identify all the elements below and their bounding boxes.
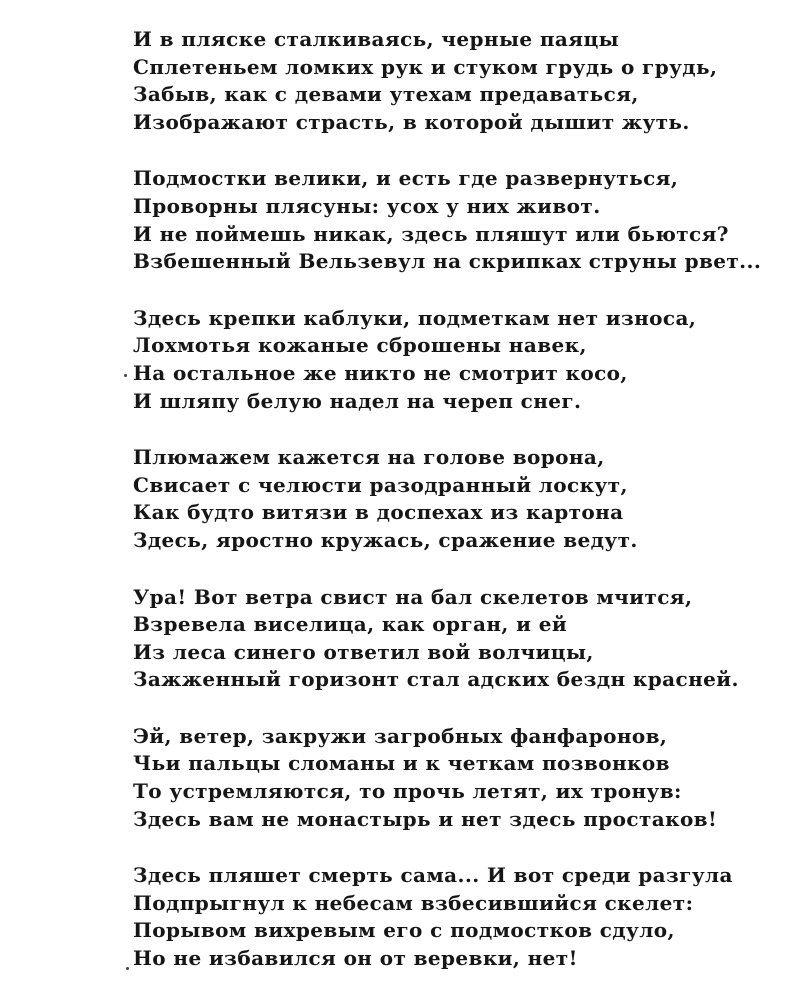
poem-line: Ура! Вот ветра свист на бал скелетов мчится, [133,584,693,609]
poem-line: Из леса синего ответил вой волчицы, [133,639,594,664]
print-speck [124,374,127,377]
stanza-3 [133,305,733,415]
poem-line: Эй, ветер, закружи загробных фанфаронов, [133,723,668,748]
poem-line: Изображают страсть, в которой дышит жуть. [133,109,690,134]
poem-line: Свисает с челюсти разодранный лоскут, [133,472,628,497]
poem-line: Подмостки велики, и есть где развернуться, [133,166,679,191]
poem-line: На остальное же никто не смотрит косо, [133,360,628,385]
poem-line: И шляпу белую надел на череп снег. [133,388,582,413]
stanza-7 [133,862,733,972]
poem-line: Подпрыгнул к небесам взбесившийся скелет: [133,890,694,915]
poem-line: Как будто витязи в доспехах из картона [133,500,624,525]
poem-line: Зажженный горизонт стал адских бездн красней. [133,667,739,692]
stanza-6 [133,723,733,833]
poem-line: Сплетеньем ломких рук и стуком грудь о грудь, [133,54,718,79]
poem-line: Взревела виселица, как орган, и ей [133,612,568,637]
poem-line: Здесь вам не монастырь и нет здесь простаков! [133,806,718,831]
poem-line: Здесь, яростно кружась, сражение ведут. [133,527,638,552]
poem-line: Чьи пальцы сломаны и к четкам позвонков [133,751,670,776]
poem-line: Но не избавился он от веревки, нет! [133,946,578,971]
print-speck [126,967,129,970]
poem-line: Взбешенный Вельзевул на скрипках струны рвет... [133,249,762,274]
stanza-4 [133,444,733,554]
poem [133,26,762,973]
stanza-1 [133,26,733,136]
poem-line: То устремляются, то прочь летят, их тронув: [133,779,682,804]
poem-line: И не поймешь никак, здесь пляшут или бьются? [133,221,729,246]
poem-line: Плюмажем кажется на голове ворона, [133,445,605,470]
stanza-2 [133,165,762,275]
poem-line: И в пляске сталкиваясь, черные паяцы [133,27,620,51]
poem-line: Забыв, как с девами утехам предаваться, [133,82,639,107]
poem-line: Лохмотья кожаные сброшены навек, [133,333,587,358]
poem-line: Порывом вихревым его с подмостков сдуло, [133,918,675,943]
poem-line: Проворны плясуны: усох у них живот. [133,193,601,218]
stanza-5 [133,584,739,694]
poem-line: Здесь крепки каблуки, подметкам нет износа, [133,305,697,330]
poem-line: Здесь пляшет смерть сама... И вот среди разгула [133,863,733,888]
